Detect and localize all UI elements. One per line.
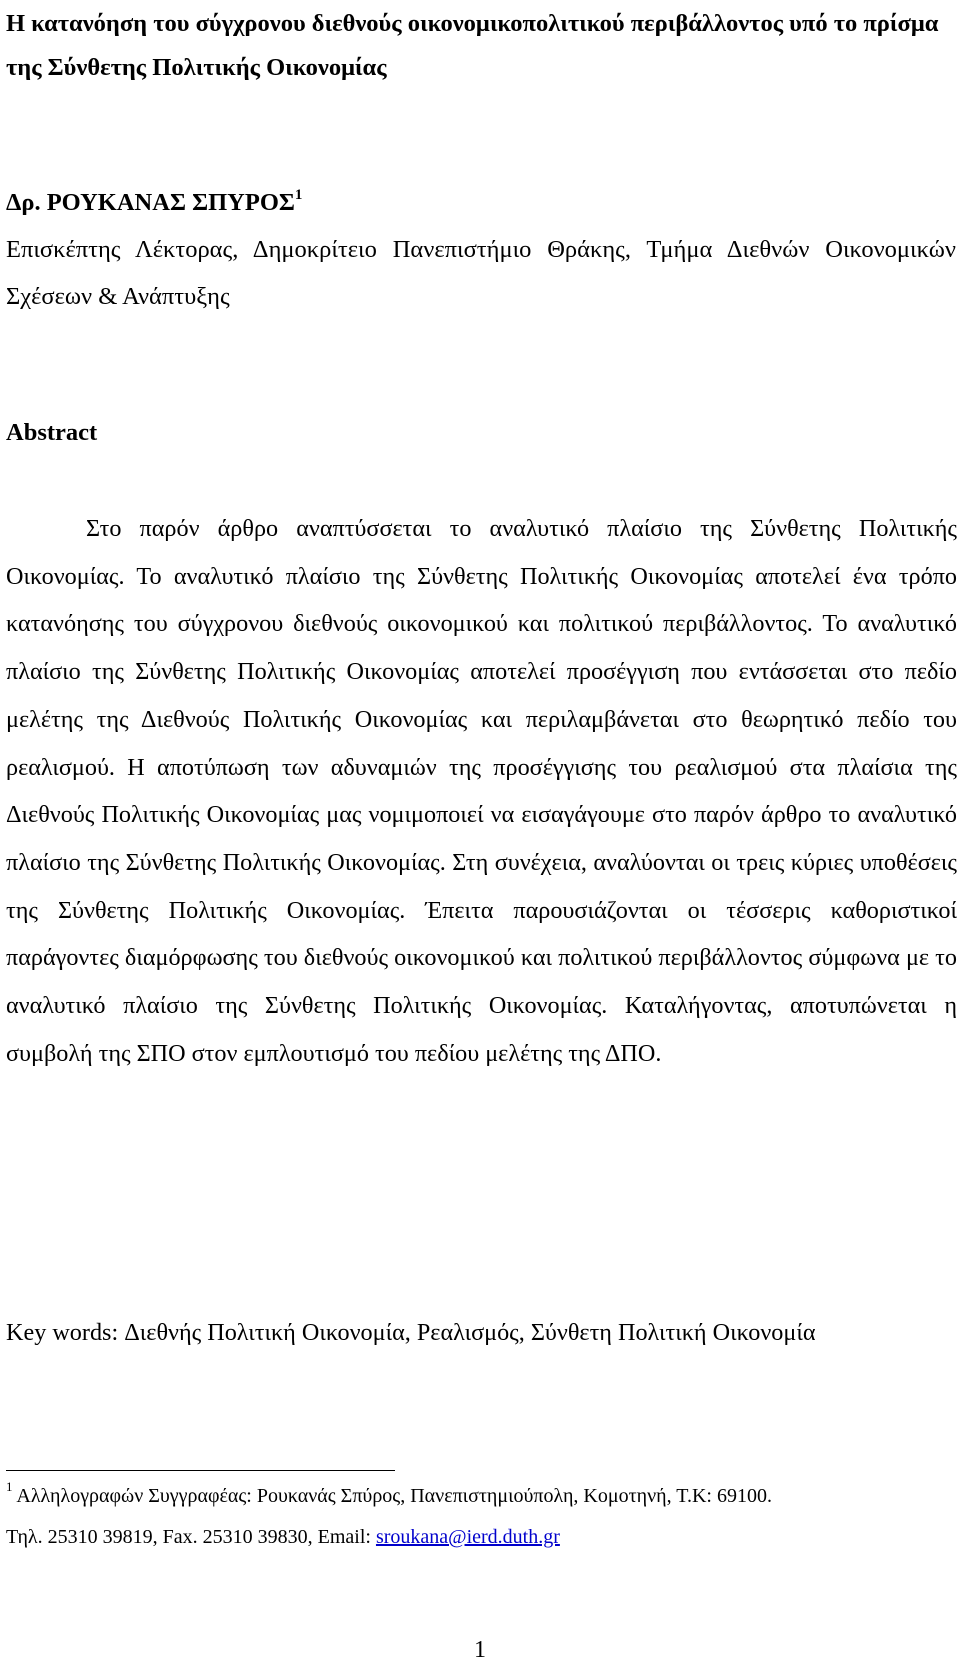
footnote-mark: 1: [6, 1479, 13, 1495]
abstract-body: Στο παρόν άρθρο αναπτύσσεται το αναλυτικό πλαίσιο της Σύνθετης Πολιτικής Οικονομίας. Το αναλυτικό πλαίσιο της Σύνθετης Πολιτικής Οικονομίας αποτελεί ένα τρόπο κατανόησης του σύγχρονου διεθνούς οικονομικού και πολιτικού περιβάλλοντος. Το αναλυτικό πλαίσιο της Σύνθετης Πολιτικής Οικονομίας αποτελεί προσέγγιση που εντάσσεται στο πεδίο μελέτης της Διεθνούς Πολιτικής Οικονομίας και περιλαμβάνεται στο θεωρητικό πεδίο του ρεαλισμού. Η αποτύπωση των αδυναμιών της προσέγγισης του ρεαλισμού στα πλαίσια της Διεθνούς Πολιτικής Οικονομίας μας νομιμοποιεί να εισαγάγουμε στο παρόν άρθρο το αναλυτικό πλαίσιο της Σύνθετης Πολιτικής Οικονομίας. Στη συνέχεια, αναλύονται οι τρεις κύριες υποθέσεις της Σύνθετης Πολιτικής Οικονομίας. Έπειτα παρουσιάζονται οι τέσσερις καθοριστικοί παράγοντες διαμόρφωσης του διεθνούς οικονομικού και πολιτικού περιβάλλοντος σύμφωνα με το αναλυτικό πλαίσιο της Σύνθετης Πολιτικής Οικονομίας. Καταλήγοντας, αποτυπώνεται η συμβολή της ΣΠΟ στον εμπλουτισμό του πεδίου μελέτης της ΔΠΟ.: [6, 515, 957, 1067]
author-name: [6, 179, 956, 226]
footnote-address: Αλληλογραφών Συγγραφέας: Ρουκανάς Σπύρος, Πανεπιστημιούπολη, Κομοτηνή, Τ.Κ: 69100.: [12, 1485, 772, 1507]
footnote-line-2: [6, 1517, 956, 1558]
author-block: [6, 179, 956, 320]
author-name-text: Δρ. ΡΟΥΚΑΝΑΣ ΣΠΥΡΟΣ: [6, 189, 295, 216]
author-affiliation: Επισκέπτης Λέκτορας, Δημοκρίτειο Πανεπιστήμιο Θράκης, Τμήμα Διεθνών Οικονομικών Σχέσεων & Ανάπτυξης: [6, 236, 956, 310]
email-link[interactable]: sroukana@ierd.duth.gr: [375, 1526, 560, 1548]
footnote-contact: Τηλ. 25310 39819, Fax. 25310 39830, Email:: [6, 1526, 376, 1548]
keywords-line: Key words: Διεθνής Πολιτική Οικονομία, Ρεαλισμός, Σύνθετη Πολιτική Οικονομία: [6, 1319, 816, 1346]
paper-title: Η κατανόηση του σύγχρονου διεθνούς οικονομικοπολιτικού περιβάλλοντος υπό το πρίσμα της Σύνθετης Πολιτικής Οικονομίας: [6, 10, 939, 81]
abstract-heading: Abstract: [6, 419, 98, 446]
footnote-separator: [6, 1470, 395, 1471]
page-number: 1: [474, 1637, 486, 1663]
author-footnote-mark[interactable]: 1: [294, 186, 303, 203]
footnote: [6, 1476, 956, 1558]
footnote-line-1: [6, 1476, 956, 1517]
